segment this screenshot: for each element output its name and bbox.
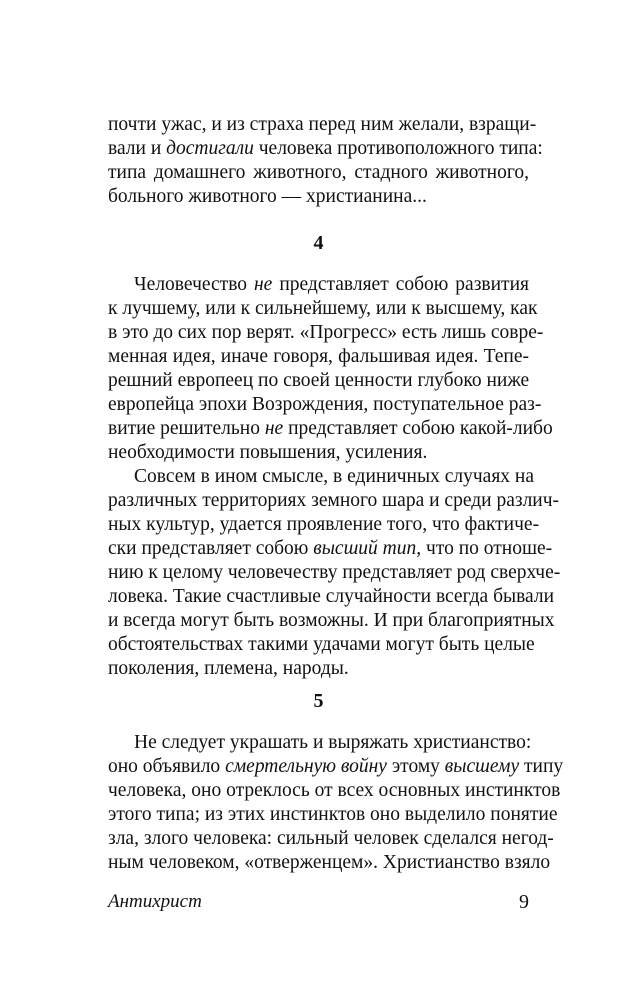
text-line: поколения, племена, народы.: [108, 658, 349, 679]
text-line: менная идея, иначе говоря, фальшивая идея. Тепе-: [108, 346, 529, 367]
running-footer-title: Антихрист: [108, 891, 202, 912]
text-line: этого типа; из этих инстинктов оно выделило понятие: [108, 804, 558, 825]
text-line: в это до сих пор верят. «Прогресс» есть лишь совре-: [108, 322, 544, 343]
text-line: различных территориях земного шара и среди различ-: [108, 490, 560, 511]
text-line: необходимости повышения, усиления.: [108, 442, 428, 463]
section-heading-4: 4: [313, 232, 324, 254]
text-line: больного животного — христианина...: [108, 186, 427, 207]
text-line: витие решительно не представляет собою какой-либо: [108, 418, 553, 439]
text-line: почти ужас, и из страха перед ним желали, взращи-: [108, 114, 537, 135]
text-line: оно объявило смертельную войну этому высшему типу: [108, 756, 564, 777]
text-line: и всегда могут быть возможны. И при благоприятных: [108, 610, 555, 631]
text-line: ски представляет собою высший тип, что по отноше-: [108, 538, 553, 559]
text-line: обстоятельствах такими удачами могут быть целые: [108, 634, 535, 655]
text-line: ным человеком, «отверженцем». Христианство взяло: [108, 852, 551, 873]
section-heading-5: 5: [313, 690, 324, 712]
text-line: ных культур, удается проявление того, что фактиче-: [108, 514, 540, 535]
text-line: европейца эпохи Возрождения, поступательное раз-: [108, 394, 542, 415]
text-line: ловека. Такие счастливые случайности всегда бывали: [108, 586, 555, 607]
text-line: нию к целому человечеству представляет род сверхче-: [108, 562, 561, 583]
text-line: решний европеец по своей ценности глубоко ниже: [108, 370, 530, 391]
text-line: человека, оно отреклось от всех основных инстинктов: [108, 780, 561, 801]
text-line: Человечество не представляет собою развития: [134, 274, 529, 295]
text-line: зла, злого человека: сильный человек сделался негод-: [108, 828, 554, 849]
text-line: Не следует украшать и выряжать христианство:: [134, 732, 532, 753]
page-number: 9: [519, 891, 529, 913]
text-line: Совсем в ином смысле, в единичных случаях на: [134, 466, 535, 487]
text-line: к лучшему, или к сильнейшему, или к высшему, как: [108, 298, 538, 319]
text-line: типа домашнего животного, стадного животного,: [108, 162, 529, 183]
text-line: вали и достигали человека противоположного типа:: [108, 138, 543, 159]
